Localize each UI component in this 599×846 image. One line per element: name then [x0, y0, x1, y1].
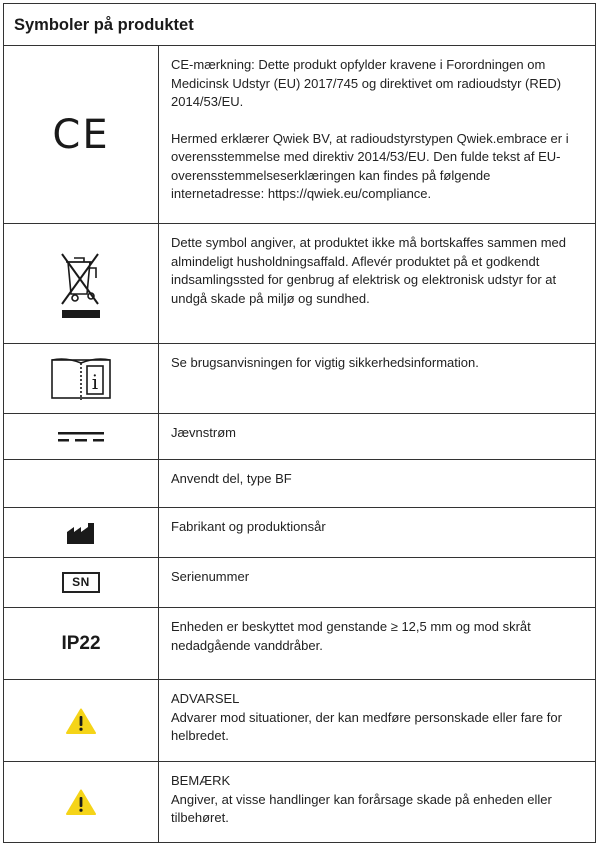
symbol-cell	[4, 680, 159, 761]
crossed-out-wheelie-bin-icon	[58, 248, 104, 320]
description-cell	[171, 690, 585, 746]
table-title: Symboler på produktet	[4, 4, 595, 46]
symbol-cell	[4, 762, 159, 842]
weee-description: Dette symbol angiver, at produktet ikke må bortskaffes sammen med almindeligt husholdningsaffald. Aflevér produktet på et godkendt indsamlingssted for genbrug af elektrisk og elektronisk udstyr for at undgå skade på miljø og sundhed.	[171, 235, 566, 306]
description-cell	[171, 234, 585, 308]
instructions-description: Se brugsanvisningen for vigtig sikkerhedsinformation.	[171, 355, 479, 370]
warning-triangle-icon	[66, 708, 96, 734]
symbol-cell	[4, 508, 159, 557]
symbol-cell	[4, 608, 159, 679]
symbol-cell	[4, 344, 159, 413]
svg-text:i: i	[91, 369, 99, 394]
caution-triangle-icon	[66, 789, 96, 815]
symbol-cell	[4, 46, 159, 223]
description-cell	[171, 518, 585, 537]
table-row-dc	[4, 414, 595, 460]
ce-declaration: Hermed erklærer Qwiek BV, at radioudstyrstypen Qwiek.embrace er i overensstemmelse med direktiv 2014/53/EU. Den fulde tekst af EU-overensstemmelseserklæringen kan findes på følgende internetadresse: https://qwiek.eu/compliance.	[171, 130, 569, 201]
ce-description: CE-mærkning: Dette produkt opfylder kravene i Forordningen om Medicinsk Udstyr (EU) 2017/745 og direktivet om radioudstyr (RED) 2014/53/EU.	[171, 57, 562, 109]
serial-number-icon: SN	[62, 572, 100, 593]
symbol-cell	[4, 558, 159, 607]
ip-rating-icon: IP22	[61, 632, 101, 654]
direct-current-icon	[58, 430, 104, 444]
caution-heading: BEMÆRK	[171, 773, 231, 788]
symbol-cell	[4, 460, 159, 507]
manufacturer-icon	[66, 521, 96, 545]
table-row-weee	[4, 224, 595, 344]
consult-instructions-icon	[50, 356, 112, 402]
table-row-ip	[4, 608, 595, 680]
ip-description: Enheden er beskyttet mod genstande ≥ 12,5 mm og mod skråt nedadgående vanddråber.	[171, 619, 531, 653]
table-row-ce	[4, 46, 595, 224]
warning-description: Advarer mod situationer, der kan medføre personskade eller fare for helbredet.	[171, 709, 562, 743]
warning-heading: ADVARSEL	[171, 691, 240, 706]
description-cell	[171, 568, 585, 587]
table-row-instructions	[4, 344, 595, 414]
manufacturer-description: Fabrikant og produktionsår	[171, 519, 326, 534]
serial-description: Serienummer	[171, 569, 250, 584]
description-cell	[171, 56, 585, 204]
table-row-manufacturer	[4, 508, 595, 558]
symbol-cell	[4, 414, 159, 459]
table-row-warning	[4, 680, 595, 762]
description-cell	[171, 354, 585, 373]
table-row-caution	[4, 762, 595, 842]
caution-description: Angiver, at visse handlinger kan forårsage skade på enheden eller tilbehøret.	[171, 791, 552, 825]
description-cell	[171, 618, 585, 655]
description-cell	[171, 772, 585, 828]
ce-mark-icon: CE	[52, 111, 110, 158]
symbol-cell	[4, 224, 159, 343]
dc-description: Jævnstrøm	[171, 425, 236, 440]
symbols-table	[3, 3, 596, 843]
description-cell	[171, 424, 585, 443]
description-cell	[171, 470, 585, 489]
bf-description: Anvendt del, type BF	[171, 471, 292, 486]
table-row-serial	[4, 558, 595, 608]
table-row-bf	[4, 460, 595, 508]
